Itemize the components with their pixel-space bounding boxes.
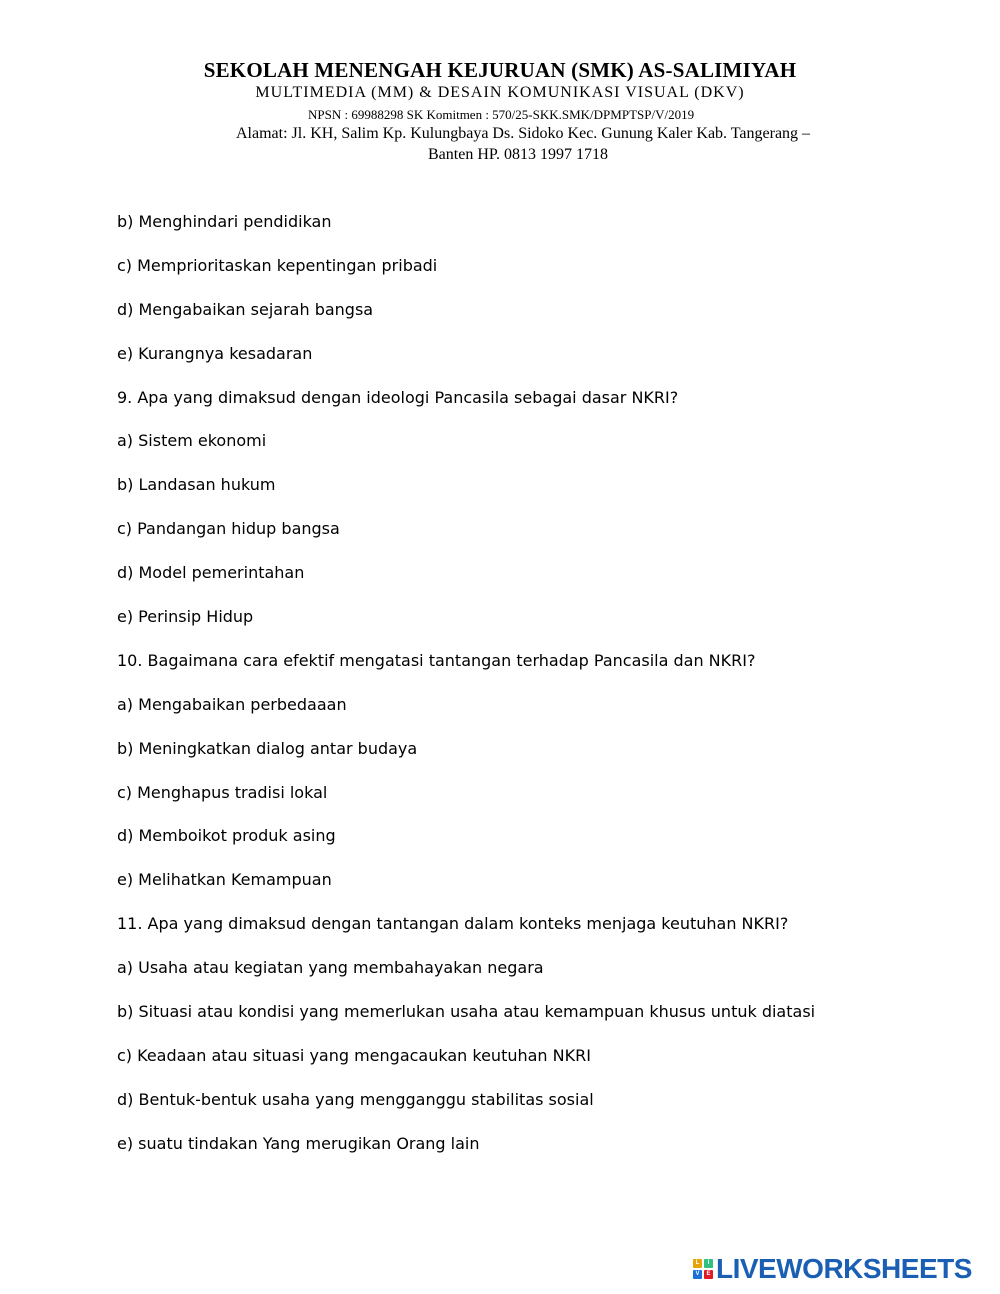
logo-text: LIVEWORKSHEETS xyxy=(716,1253,972,1284)
question-9: 9. Apa yang dimaksud dengan ideologi Pancasila sebagai dasar NKRI? xyxy=(117,387,679,407)
school-name: SEKOLAH MENENGAH KEJURUAN (SMK) AS-SALIMIYAH xyxy=(203,58,797,82)
list-item: e) suatu tindakan Yang merugikan Orang lain xyxy=(117,1133,480,1153)
list-item: d) Mengabaikan sejarah bangsa xyxy=(117,299,374,319)
list-item: c) Keadaan atau situasi yang mengacaukan keutuhan NKRI xyxy=(117,1045,591,1065)
logo-mark-l: L xyxy=(693,1259,702,1268)
npsn-info: NPSN : 69988298 SK Komitmen : 570/25-SKK.SMK/DPMPTSP/V/2019 xyxy=(308,107,695,122)
list-item: d) Model pemerintahan xyxy=(117,563,305,583)
logo-mark-i: I xyxy=(704,1259,713,1268)
list-item: c) Memprioritaskan kepentingan pribadi xyxy=(117,255,438,275)
question-list xyxy=(117,208,977,1174)
address-line-2: Banten HP. 0813 1997 1718 xyxy=(428,146,608,163)
liveworksheets-logo-icon xyxy=(693,1259,713,1279)
liveworksheets-logo xyxy=(693,1254,972,1284)
list-item: d) Memboikot produk asing xyxy=(117,826,336,846)
logo-mark-e: E xyxy=(704,1270,713,1279)
list-item: a) Sistem ekonomi xyxy=(117,431,267,451)
list-item: e) Melihatkan Kemampuan xyxy=(117,870,332,890)
list-item: c) Pandangan hidup bangsa xyxy=(117,519,340,539)
list-item: e) Kurangnya kesadaran xyxy=(117,343,313,363)
logo-mark-v: V xyxy=(693,1270,702,1279)
list-item: e) Perinsip Hidup xyxy=(117,607,254,627)
list-item: b) Meningkatkan dialog antar budaya xyxy=(117,738,418,758)
list-item: b) Landasan hukum xyxy=(117,475,276,495)
list-item: b) Menghindari pendidikan xyxy=(117,212,332,231)
list-item: d) Bentuk-bentuk usaha yang mengganggu stabilitas sosial xyxy=(117,1089,594,1109)
question-11: 11. Apa yang dimaksud dengan tantangan dalam konteks menjaga keutuhan NKRI? xyxy=(117,914,789,934)
address-line-1: Alamat: Jl. KH, Salim Kp. Kulungbaya Ds. Sidoko Kec. Gunung Kaler Kab. Tangerang – xyxy=(236,125,811,142)
list-item: a) Mengabaikan perbedaaan xyxy=(117,694,347,714)
list-item: b) Situasi atau kondisi yang memerlukan usaha atau kemampuan khusus untuk diatasi xyxy=(117,1002,816,1022)
program-name: MULTIMEDIA (MM) & DESAIN KOMUNIKASI VISUAL (DKV) xyxy=(255,84,745,101)
list-item: a) Usaha atau kegiatan yang membahayakan negara xyxy=(117,958,544,978)
list-item: c) Menghapus tradisi lokal xyxy=(117,782,328,802)
question-10: 10. Bagaimana cara efektif mengatasi tantangan terhadap Pancasila dan NKRI? xyxy=(117,650,756,670)
